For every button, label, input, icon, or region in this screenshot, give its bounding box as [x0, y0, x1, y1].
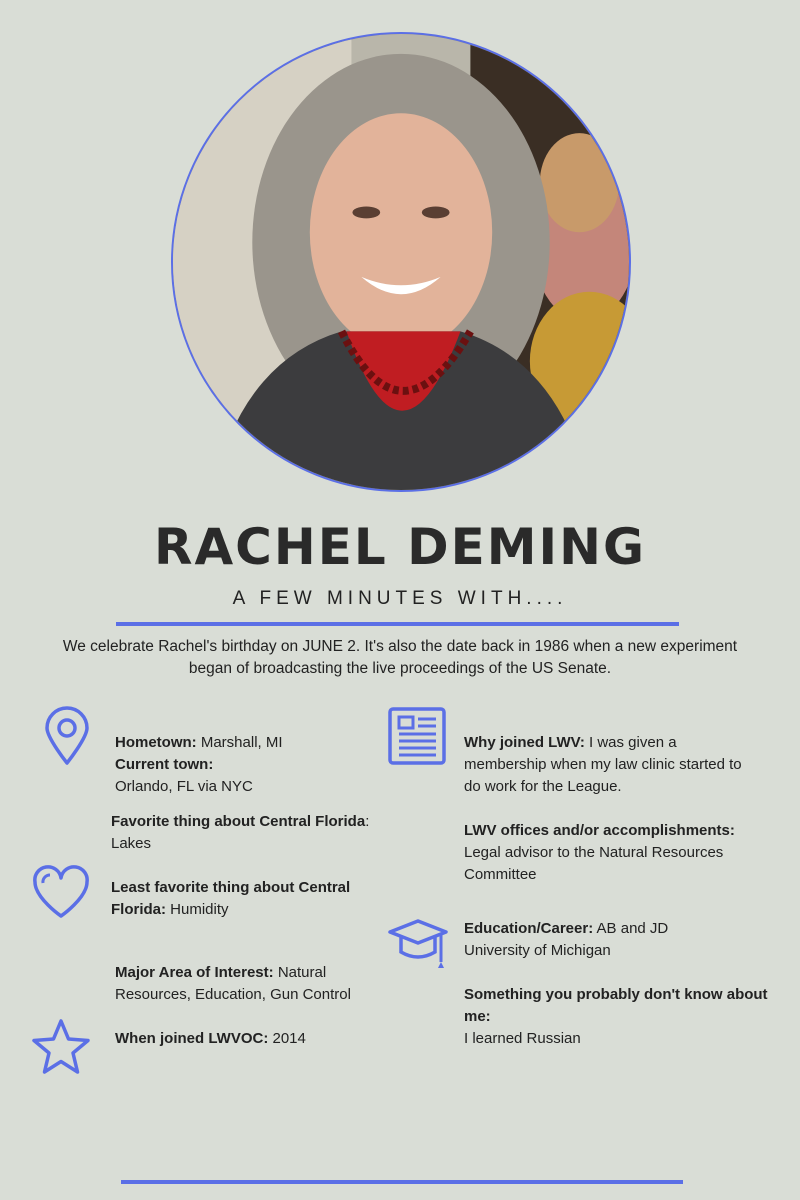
- why-joined-block: [464, 732, 754, 798]
- person-name: RACHEL DEMING: [153, 518, 647, 576]
- location-pin-icon: [43, 706, 91, 766]
- interest-label: Major Area of Interest:: [115, 964, 274, 981]
- offices-block: [464, 820, 784, 886]
- bottom-divider: [121, 1180, 683, 1184]
- interest-block: [115, 962, 400, 1006]
- intro-text: We celebrate Rachel's birthday on JUNE 2. It's also the date back in 1986 when a new experiment began of broadcasting the live proceedings of the US Senate.: [62, 638, 738, 677]
- why-joined-label: Why joined LWV:: [464, 734, 585, 751]
- hometown-block: [115, 732, 365, 798]
- joined-lwvoc-block: [115, 1028, 375, 1050]
- education-label: Education/Career:: [464, 920, 594, 937]
- joined-lwvoc-value: 2014: [268, 1030, 306, 1047]
- top-divider: [116, 622, 679, 626]
- favorite-block: [111, 811, 371, 855]
- least-favorite-value: Humidity: [166, 901, 229, 918]
- something-block: [464, 984, 774, 1050]
- favorite-label: Favorite thing about Central Florida: [111, 813, 366, 830]
- something-value: I learned Russian: [464, 1030, 581, 1047]
- why-joined-value: I was given a membership when my law clinic started to do work for the League.: [464, 734, 742, 795]
- education-value: AB and JD University of Michigan: [464, 920, 669, 959]
- current-town-value: Orlando, FL via NYC: [115, 778, 253, 795]
- something-label: Something you probably don't know about me:: [464, 986, 768, 1025]
- subtitle: A FEW MINUTES WITH....: [232, 588, 568, 609]
- education-block: [464, 918, 724, 962]
- profile-photo: [171, 32, 631, 492]
- offices-value: Legal advisor to the Natural Resources Committee: [464, 844, 724, 883]
- joined-lwvoc-label: When joined LWVOC:: [115, 1030, 269, 1047]
- hometown-value: Marshall, MI: [196, 734, 283, 751]
- favorite-value: : Lakes: [111, 813, 370, 852]
- offices-label: LWV offices and/or accomplishments:: [464, 822, 735, 839]
- hometown-label: Hometown:: [115, 734, 197, 751]
- current-town-label: Current town:: [115, 756, 214, 773]
- star-icon: [31, 1018, 91, 1076]
- newspaper-icon: [387, 706, 447, 766]
- least-favorite-block: [111, 877, 396, 921]
- heart-icon: [31, 864, 91, 920]
- interest-value: Natural Resources, Education, Gun Control: [115, 964, 351, 1003]
- least-favorite-label: Least favorite thing about Central Florida:: [111, 879, 351, 918]
